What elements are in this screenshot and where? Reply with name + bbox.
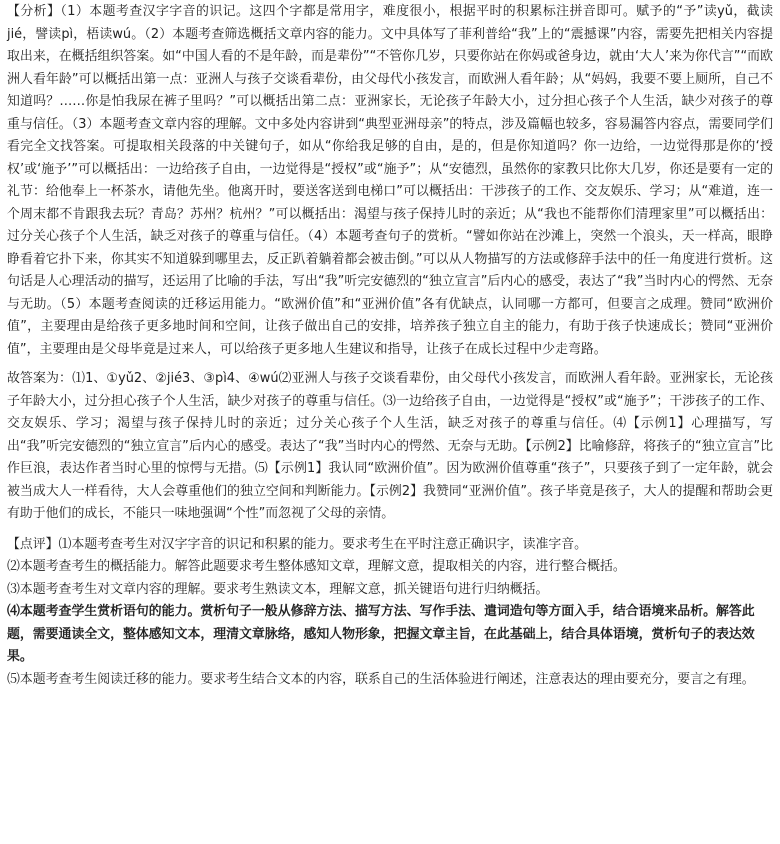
comment-line-2: ⑵本题考查考生的概括能力。解答此题要求考生整体感知文章，理解文意，提取相关的内容，进行整合概括。 (7, 559, 626, 574)
comment-line-intro: 【点评】⑴本题考查考生对汉字字音的识记和积累的能力。要求考生在平时注意正确识字，读准字音。 (7, 536, 588, 552)
answer-paragraph: 故答案为：⑴1、①yǔ2、②jié3、③pì4、④wú⑵亚洲人与孩子交谈看辈份，由父母代小孩发言，而欧洲人看年龄。亚洲家长，无论孩子年龄大小，过分担心孩子个人生活，缺少对孩子的尊重与信任。⑶一边给孩子自由，一边觉得是“授权”或“施予”；干涉孩子的工作、交友娱乐、学习；渴望与孩子保持儿时的亲近；过分关心孩子个人生活，缺乏对孩子的尊重与信任。⑷【示例1】心理描写，写出“我”听完安德烈的“独立宣言”后内心的感受。表达了“我”当时内心的愕然、无奈与无助。【示例2】比喻修辞，将孩子的“独立宣言”比作巨浪，表达作者当时心里的惊愕与无措。⑸【示例1】我认同“欧洲价值”。因为欧洲价值尊重“孩子”，只要孩子到了一定年龄，就会被当成大人一样看待，大人会尊重他们的独立空间和判断能力。【示例2】我赞同“亚洲价值”。孩子毕竟是孩子，大人的提醒和帮助会更有助于他们的成长，不能只一味地强调“个性”而忽视了父母的亲情。 (7, 371, 773, 521)
comment-section (7, 534, 773, 692)
comment-line-4: ⑷本题考查学生赏析语句的能力。赏析句子一般从修辞方法、描写方法、写作手法、遣词造句等方面入手，结合语境来品析。解答此题，需要通读全文，整体感知文本，理清文章脉络，感知人物形象，把握文章主旨，在此基础上，结合具体语境，赏析句子的表达效果。 (7, 604, 755, 664)
analysis-paragraph: 【分析】（1）本题考查汉字字音的识记。这四个字都是常用字，难度很小，根据平时的积累标注拼音即可。赋予的“予”读yǔ，截读jié，譬读pì，梧读wú。（2）本题考查筛选概括文章内容的能力。文中具体写了菲利普给“我”上的“震撼课”内容，需要先把相关内容提取出来，在概括组织答案。如“中国人看的不是年龄，而是辈份”“不管你几岁，只要你站在你妈或爸身边，就由‘大人’来为你代言”“而欧洲人看年龄”可以概括出第一点：亚洲人与孩子交谈看辈份，由父母代小孩发言，而欧洲人看年龄；从“妈妈，我要不要上厕所，自己不知道吗？……你是怕我尿在裤子里吗？”可以概括出第二点：亚洲家长，无论孩子年龄大小，过分担心孩子个人生活，缺少对孩子的尊重与信任。（3）本题考查文章内容的理解。文中多处内容讲到“典型亚洲母亲”的特点，涉及篇幅也较多，容易漏答内容点，需要同学们看完全文找答案。可提取相关段落的中关键句子，如从“你给我足够的自由，是的，但是你知道吗？你一边给，一边觉得那是你的‘授权’或‘施予’”可以概括出：一边给孩子自由，一边觉得是“授权”或“施予”；从“安德烈，虽然你的家教只比你大几岁，你还是要有一定的礼节：给他奉上一杯茶水，请他先坐。他离开时，要送客送到电梯口”可以概括出：干涉孩子的工作、交友娱乐、学习；从“难道，连一个周末都不肯跟我去玩？青岛？苏州？杭州？”可以概括出：渴望与孩子保持儿时的亲近；从“我也不能帮你们清理家里”可以概括出：过分关心孩子个人生活，缺乏对孩子的尊重与信任。（4）本题考查句子的赏析。“譬如你站在沙滩上，突然一个浪头，天一样高，眼睁睁看着它扑下来，你其实不知道躲到哪里去，反正趴着躺着都会被击倒。”可以从人物描写的方法或修辞手法中的任一角度进行赏析。这句话是人心理活动的描写，还运用了比喻的手法，写出“我”听完安德烈的“独立宣言”后内心的感受，表达了“我”当时内心的愕然、无奈与无助。（5）本题考查阅读的迁移运用能力。“欧洲价值”和“亚洲价值”各有优缺点，认同哪一方都可，但要言之成理。赞同“欧洲价值”，主要理由是给孩子更多地时间和空间，让孩子做出自己的安排，培养孩子独立自主的能力，有助于孩子快速成长；赞同“亚洲价值”，主要理由是父母毕竟是过来人，可以给孩子更多地人生建议和指导，让孩子在成长过程中少走弯路。 (7, 4, 774, 357)
comment-line-5: ⑸本题考查考生阅读迁移的能力。要求考生结合文本的内容，联系自己的生活体验进行阐述，注意表达的理由要充分，要言之有理。 (7, 671, 755, 687)
comment-line-3: ⑶本题考查考生对文章内容的理解。要求考生熟读文本，理解文意，抓关键语句进行归纳概括。 (7, 581, 549, 597)
